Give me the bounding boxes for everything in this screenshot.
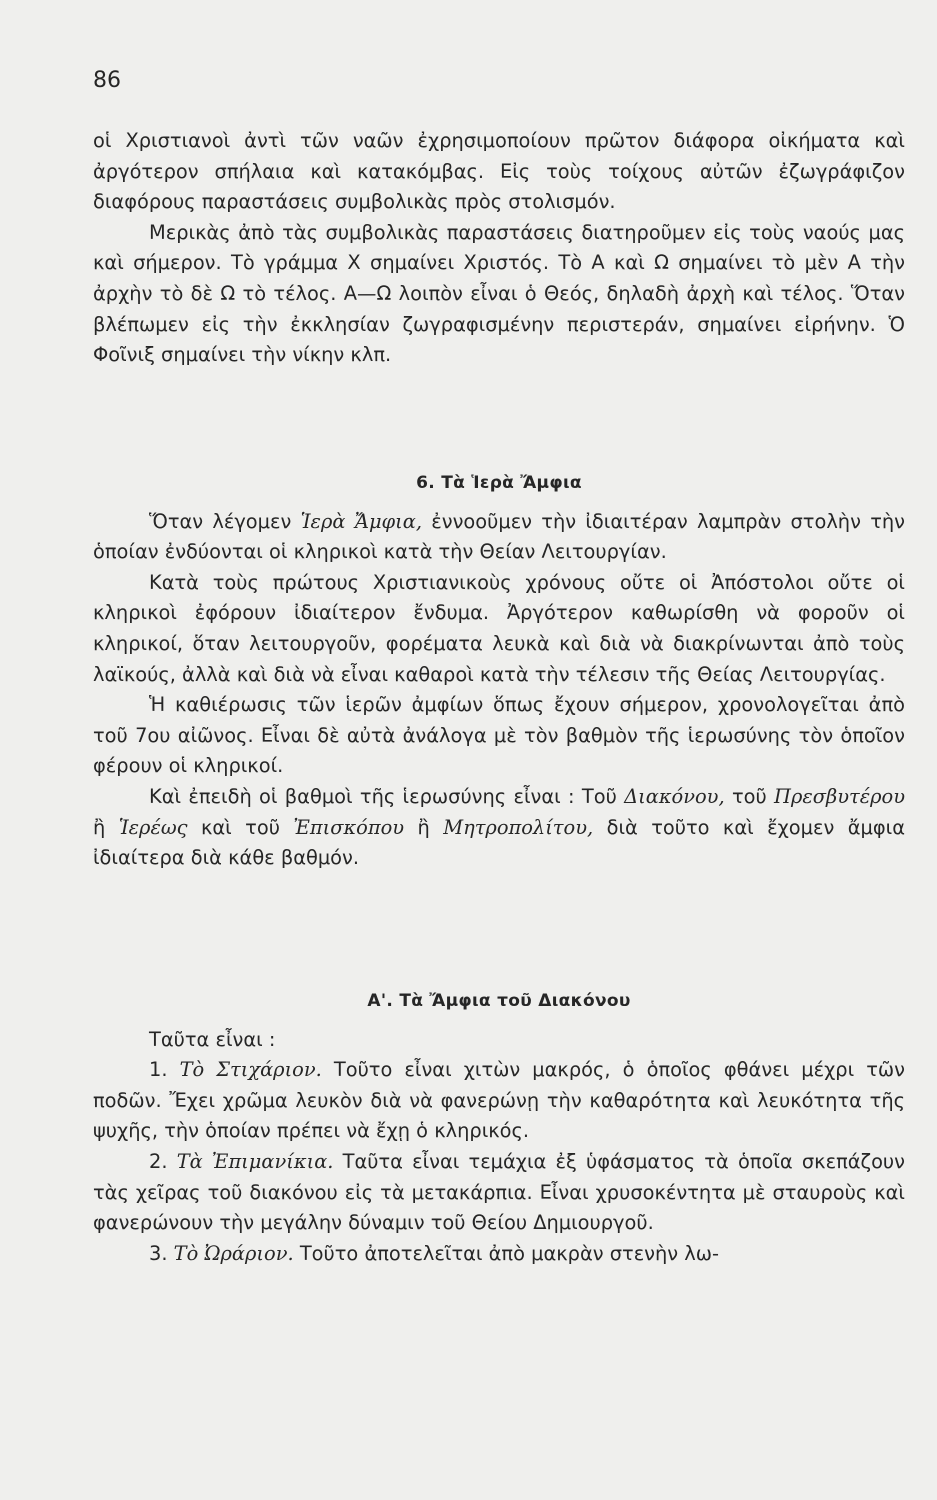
list-item: 3. Τὸ Ὠράριον. Τοῦτο ἀποτελεῖται ἀπὸ μακρὰν στενὴν λω- <box>149 1241 720 1265</box>
paragraph: Ἡ καθιέρωσις τῶν ἱερῶν ἀμφίων ὅπως ἔχουν σήμερον, χρονολογεῖται ἀπὸ τοῦ 7ου αἰῶνος. Εἶναι δὲ αὐτὰ ἀνάλογα μὲ τὸν βαθμὸν τῆς ἱερωσύνης τὸν ὁποῖον φέρουν οἱ κληρικοί. <box>93 693 905 778</box>
list-item: 1. Τὸ Στιχάριον. Τοῦτο εἶναι χιτὼν μακρός, ὁ ὁποῖος φθάνει μέχρι τῶν ποδῶν. Ἔχει χρῶμα λευκὸν διὰ νὰ φανερώνῃ τὴν καθαρότητα καὶ λευκότητα τῆς ψυχῆς, τὴν ὁποίαν πρέπει νὰ ἔχῃ ὁ κληρικός. <box>93 1058 905 1143</box>
section-heading: 6. Τὰ Ἱερὰ Ἄμφια <box>416 473 582 493</box>
paragraph: Ὅταν λέγομεν Ἱερὰ Ἄμφια, ἐννοοῦμεν τὴν ἰδιαιτέραν λαμπρὰν στολὴν τὴν ὁποίαν ἐνδύονται οἱ κληρικοὶ κατὰ τὴν Θείαν Λειτουργίαν. <box>93 509 906 564</box>
body-text <box>93 126 905 371</box>
section-heading: Α'. Τὰ Ἄμφια τοῦ Διακόνου <box>367 991 631 1011</box>
page-number: 86 <box>93 68 121 93</box>
paragraph: οἱ Χριστιανοὶ ἀντὶ τῶν ναῶν ἐχρησιμοποίουν πρῶτον διάφορα οἰκήματα καὶ ἀργότερον σπήλαια καὶ κατακόμβας. Εἰς τοὺς τοίχους αὐτῶν ἐζωγράφιζον διαφόρους παραστάσεις συμβολικὰς πρὸς στολισμόν. <box>93 129 905 214</box>
paragraph: Καὶ ἐπειδὴ οἱ βαθμοὶ τῆς ἱερωσύνης εἶναι : Τοῦ Διακόνου, τοῦ Πρεσβυτέρου ἢ Ἱερέως καὶ τοῦ Ἐπισκόπου ἢ Μητροπολίτου, διὰ τοῦτο καὶ ἔχομεν ἄμφια ἰδιαίτερα διὰ κάθε βαθμόν. <box>93 784 905 870</box>
section-6 <box>93 468 905 874</box>
paragraph: Μερικὰς ἀπὸ τὰς συμβολικὰς παραστάσεις διατηροῦμεν εἰς τοὺς ναούς μας καὶ σήμερον. Τὸ γράμμα Χ σημαίνει Χριστός. Τὸ Α καὶ Ω σημαίνει τὸ μὲν Α τὴν ἀρχὴν τὸ δὲ Ω τὸ τέλος. Α—Ω λοιπὸν εἶναι ὁ Θεός, δηλαδὴ ἀρχὴ καὶ τέλος. Ὅταν βλέπωμεν εἰς τὴν ἐκκλησίαν ζωγραφισμένην περιστεράν, σημαίνει εἰρήνην. Ὁ Φοῖνιξ σημαίνει τὴν νίκην κλπ. <box>93 220 905 367</box>
paragraph: Κατὰ τοὺς πρώτους Χριστιανικοὺς χρόνους οὔτε οἱ Ἀπόστολοι οὔτε οἱ κληρικοὶ ἐφόρουν ἰδιαίτερον ἔνδυμα. Ἀργότερον καθωρίσθη νὰ φοροῦν οἱ κληρικοί, ὅταν λειτουργοῦν, φορέματα λευκὰ καὶ διὰ νὰ διακρίνωνται ἀπὸ τοὺς λαϊκούς, ἀλλὰ καὶ διὰ νὰ εἶναι καθαροὶ κατὰ τὴν τέλεσιν τῆς Θείας Λειτουργίας. <box>93 570 905 686</box>
list-item: 2. Τὰ Ἐπιμανίκια. Ταῦτα εἶναι τεμάχια ἐξ ὑφάσματος τὰ ὁποῖα σκεπάζουν τὰς χεῖρας τοῦ διακόνου εἰς τὰ μετακάρπια. Εἶναι χρυσοκέντητα μὲ σταυροὺς καὶ φανερώνουν τὴν μεγάλην δύναμιν τοῦ Θείου Δημιουργοῦ. <box>93 1149 905 1235</box>
paragraph: Ταῦτα εἶναι : <box>149 1027 276 1051</box>
section-a <box>93 986 905 1269</box>
